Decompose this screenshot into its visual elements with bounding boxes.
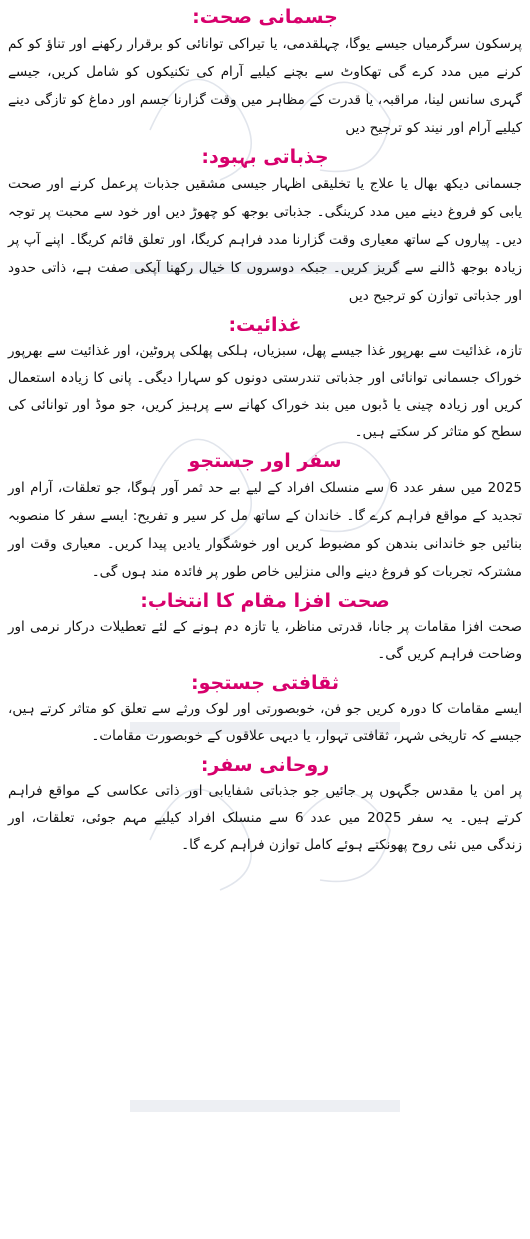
section-body: پر امن یا مقدس جگہوں پر جائیں جو جذباتی شفایابی اور ذاتی عکاسی کے مواقع فراہم کرتے ہیں۔ یہ سفر 2025 میں عدد 6 سے منسلک افراد کیلیے مہم جوئی، تعلقات، اور زندگی میں نئی روح پھونکتے ہوئے کامل توازن فراہم کرے گا۔ bbox=[8, 783, 523, 853]
section-body: صحت افزا مقامات پر جانا، قدرتی مناظر، یا تازہ دم ہونے کے لئے تعطیلات درکار نرمی اور وضاحت فراہم کریں گی۔ bbox=[8, 619, 522, 662]
section-cultural-exploration bbox=[8, 670, 522, 750]
section-body: جسمانی دیکھ بھال یا علاج یا تخلیقی اظہار جیسی مشقیں جذبات پرعمل کرنے اور صحت یابی کو فروغ دینے میں مدد کرینگی۔ جذباتی بوجھ کو چھوڑ دیں اور خود سے محبت پر توجہ دیں۔ پیاروں کے ساتھ معیاری وقت گزارنا مدد فراہم کریگا، اور تعلق قائم کریگا۔ اپنے آپ پر زیادہ بوجھ ڈالنے سے گریز کریں۔ جبکہ دوسروں کا خیال رکھنا آپکی صفت ہے، ذاتی حدود اور جذباتی توازن کو ترجیح دیں bbox=[8, 176, 522, 304]
section-body: پرسکون سرگرمیاں جیسے یوگا، چہلقدمی، یا تیراکی توانائی کو برقرار رکھنے اور تناؤ کو کم کرنے میں مدد کرے گی تھکاوٹ سے بچنے کیلیے آرام کی تکنیکوں کو شامل کریں، جیسے گہری سانس لینا، مراقبہ، یا قدرت کے مظاہر میں وقت گزارنا جسم اور دماغ کو تازگی دینے کیلیے آرام اور نیند کو ترجیح دیں bbox=[8, 36, 522, 136]
section-title: جسمانی صحت: bbox=[192, 6, 338, 28]
section-nutrition bbox=[8, 312, 522, 446]
section-health-destination bbox=[8, 588, 522, 668]
section-spiritual-journey bbox=[8, 752, 522, 859]
section-title: روحانی سفر: bbox=[200, 754, 330, 776]
section-title: سفر اور جستجو bbox=[188, 450, 342, 472]
section-emotional-wellbeing bbox=[8, 144, 522, 310]
section-body: تازہ، غذائیت سے بھرپور غذا جیسے پھل، سبزیاں، ہلکی پھلکی پروٹین، اور غذائیت سے بھرپور خوراک جسمانی توانائی اور جذباتی تندرستی دونوں کو سہارا دیگی۔ پانی کا زیادہ استعمال کریں اور زیادہ چینی یا ڈبوں میں بند خوراک کھانے سے پرہیز کریں، جو موڈ اور توانائی کی سطح کو متاثر کر سکتے ہیں۔ bbox=[8, 343, 522, 440]
section-travel bbox=[8, 448, 522, 586]
section-title: غذائیت: bbox=[228, 314, 302, 336]
section-body: 2025 میں سفر عدد 6 سے منسلک افراد کے لیے بے حد ثمر آور ہوگا، جو تعلقات، آرام اور تجدید کے مواقع فراہم کرے گا۔ خاندان کے ساتھ مل کر سیر و تفریح: ایسے سفر کا منصوبہ بنائیں جو خاندانی بندھن کو مضبوط کریں اور خوشگوار یادیں پیدا کریں۔ معیاری وقت اور مشترکہ تجربات کو فروغ دینے والی منزلیں خاص طور پر فائدہ مند ہوں گی۔ bbox=[8, 480, 522, 580]
section-title: صحت افزا مقام کا انتخاب: bbox=[140, 590, 390, 612]
section-physical-health bbox=[8, 4, 522, 142]
section-title: جذباتی بہبود: bbox=[201, 146, 329, 168]
section-title: ثقافتی جستجو: bbox=[191, 672, 339, 694]
section-body: ایسے مقامات کا دورہ کریں جو فن، خوبصورتی اور لوک ورثے سے تعلق کو متاثر کرتے ہیں، جیسے کہ تاریخی شہر، ثقافتی تہوار، یا دیہی علاقوں کے خوبصورت مقامات۔ bbox=[8, 701, 522, 744]
